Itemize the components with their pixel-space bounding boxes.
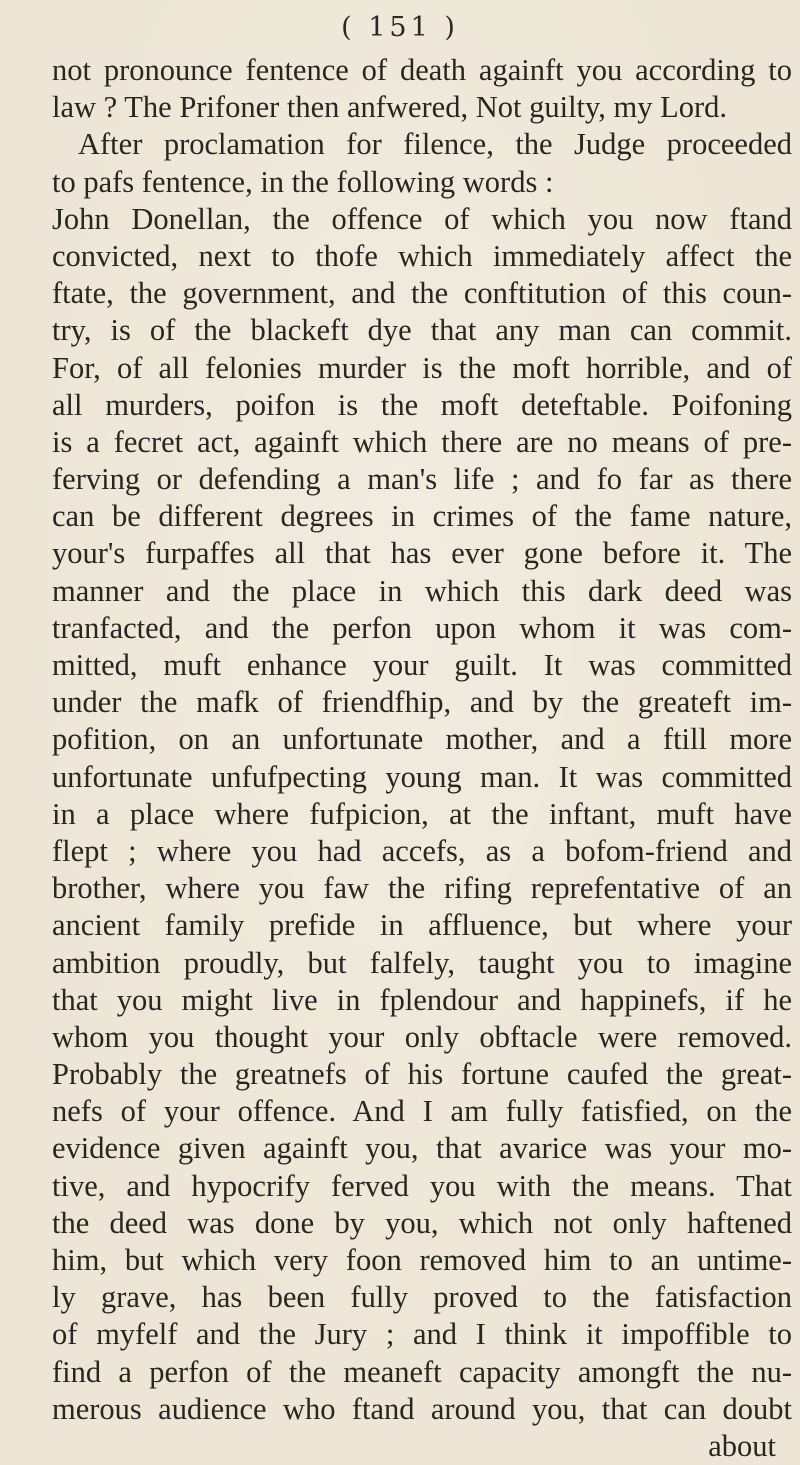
text-line: to pafs fentence, in the following words : (52, 164, 554, 199)
text-line: ancient family prefide in affluence, but where your (52, 908, 792, 943)
catchword: about (708, 1428, 776, 1463)
text-line: him, but which very foon removed him to an untime- (52, 1243, 792, 1277)
text-line: under the mafk of friendfhip, and by the greateft im- (52, 685, 792, 720)
text-line: John Donellan, the offence of which you now ftand (52, 201, 792, 236)
paragraph-start-line: After proclamation for filence, the Judge proceeded (78, 127, 792, 162)
text-line: ly grave, has been fully proved to the fatisfaction (52, 1280, 792, 1315)
text-line: that you might live in fplendour and happinefs, if he (52, 982, 792, 1017)
page-number: ( 151 ) (341, 12, 459, 43)
text-line: merous audience who ftand around you, that can doubt (52, 1391, 792, 1426)
text-line: can be different degrees in crimes of the fame nature, (52, 499, 792, 534)
text-line: nefs of your offence. And I am fully fatisfied, on the (52, 1094, 792, 1129)
text-line: unfortunate unfufpecting young man. It was committed (52, 759, 792, 794)
text-line: tranfacted, and the perfon upon whom it was com- (52, 610, 792, 645)
text-line: all murders, poifon is the moft deteftable. Poifoning (52, 387, 792, 422)
text-line: try, is of the blackeft dye that any man can commit. (52, 313, 792, 348)
text-line: manner and the place in which this dark deed was (52, 573, 792, 608)
text-line: ferving or defending a man's life ; and fo far as there (52, 462, 792, 497)
text-line: pofition, on an unfortunate mother, and a ftill more (52, 722, 792, 757)
text-line: of myfelf and the Jury ; and I think it impoffible to (52, 1317, 792, 1352)
text-line: your's furpaffes all that has ever gone before it. The (52, 536, 792, 571)
text-line: is a fecret act, againft which there are no means of pre- (52, 424, 792, 459)
body-text (52, 52, 792, 1465)
text-line: in a place where fufpicion, at the inftant, muft have (52, 796, 792, 831)
text-line: flept ; where you had accefs, as a bofom-friend and (52, 833, 792, 868)
text-line: law ? The Prifoner then anfwered, Not guilty, my Lord. (52, 90, 728, 125)
text-line: For, of all felonies murder is the moft horrible, and of (52, 350, 792, 385)
text-line: find a perfon of the meaneft capacity amongft the nu- (52, 1354, 792, 1389)
text-line: ftate, the government, and the conftitution of this coun- (52, 276, 792, 311)
text-line: not pronounce fentence of death againft you according to (52, 53, 792, 87)
text-line: the deed was done by you, which not only haftened (52, 1205, 792, 1240)
text-line: whom you thought your only obftacle were removed. (52, 1019, 792, 1054)
text-line: tive, and hypocrify ferved you with the means. That (52, 1168, 792, 1203)
text-line: brother, where you faw the rifing reprefentative of an (52, 871, 792, 906)
text-line: evidence given againft you, that avarice was your mo- (52, 1131, 792, 1166)
text-line: Probably the greatnefs of his fortune caufed the great- (52, 1057, 792, 1092)
text-line: convicted, next to thofe which immediately affect the (52, 238, 792, 273)
text-line: ambition proudly, but falfely, taught you to imagine (52, 945, 792, 980)
text-line: mitted, muft enhance your guilt. It was committed (52, 648, 792, 682)
